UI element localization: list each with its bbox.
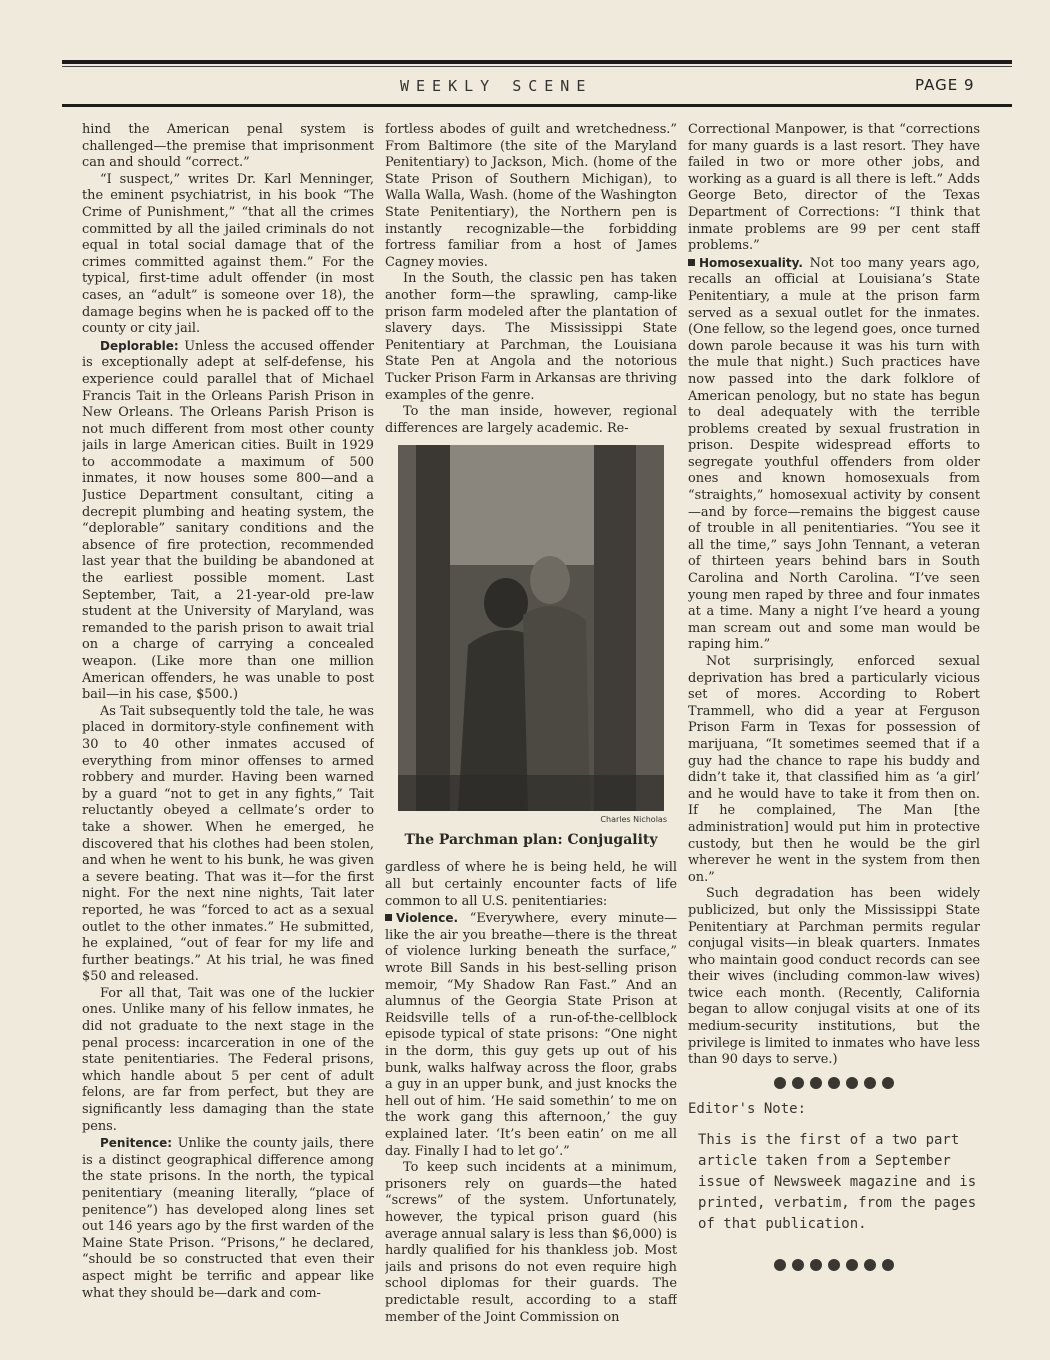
paragraph-text: For all that, Tait was one of the luckier ones. Unlike many of his fellow inmates, he did not graduate to the next stage in the penal process: incarceration in one of the state penitentiaries. The Federal prisons, which handle about 5 per cent of adult felons, are far from perfect, but they are significantly less damaging than the state pens. (82, 985, 374, 1134)
editors-note-label: Editor's Note: (688, 1100, 807, 1117)
paragraph (688, 122, 980, 255)
paragraph (385, 271, 677, 404)
paragraph (385, 860, 677, 910)
paragraph (385, 404, 677, 437)
header-rule-thin (62, 66, 1012, 67)
paragraph-text: gardless of where he is being held, he will all but certainly encounter facts of life common to all U.S. penitentiaries: (385, 860, 677, 909)
section-heading: Deplorable: (100, 338, 179, 353)
column-2-bottom (385, 860, 677, 1326)
paragraph (688, 654, 980, 886)
paragraph (688, 886, 980, 1069)
paragraph-text: To the man inside, however, regional differences are largely academic. Re- (385, 404, 677, 436)
paragraph (82, 1135, 374, 1302)
section-heading: Penitence: (100, 1136, 173, 1151)
paragraph-text: hind the American penal system is challenged—the premise that imprisonment can and should “correct.” (82, 122, 374, 171)
column-2-top (385, 122, 677, 437)
paragraph-text: Not surprisingly, enforced sexual deprivation has bred a particularly vicious set of mores. According to Robert Trammell, who did a year at Ferguson Prison Farm in Texas for possession of marijuana, “It sometimes seemed that if a guy had the chance to rape his buddy and didn’t take it, that classified him as ‘a girl’ and he would have to take it from then on. If he complained, The Man [the administration] would put him in protective custody, but then he would be the girl wherever he went in the system from then on.” (688, 654, 980, 885)
paragraph (82, 986, 374, 1135)
paragraph-text: Not too many years ago, recalls an official at Louisiana’s State Penitentiary, a mule at the prison farm served as a sexual outlet for the inmates. (One fellow, so the legend goes, once turned down parole because it was his turn with the mule that night.) Such practices have now passed into the dark folklore of American penology, but no state has begun to deal adequately with the terrible problems created by sexual frustration in prison. Despite widespread efforts to segregate youthful offenders from older ones and known homosexuals from “straights,” homosexual activity by consent—and by force—remains the biggest cause of trouble in all penitentiaries. “You see it all the time,” says John Tennant, a veteran of thirteen years behind bars in South Carolina and North Carolina. “I’ve seen young men raped by three and four inmates at a time. Many a night I’ve heard a young man scream out and some man would be raping him.” (688, 255, 980, 653)
paragraph (82, 704, 374, 986)
paragraph (82, 338, 374, 704)
paragraph-text: As Tait subsequently told the tale, he was placed in dormitory-style confinement with 30 to 40 other inmates accused of everything from minor offenses to armed robbery and murder. Having been warned by a guard “not to get in any fights,” Tait reluctantly obeyed a cellmate’s order to take a shower. When he emerged, he discovered that his clothes had been stolen, and when he went to his bunk, he was given a severe beating. That was it—for the first night. For the next nine nights, Tait later reported, he was “forced to act as a sexual outlet to the other inmates.” He submitted, he explained, “out of fear for my life and further beatings.” At his trial, he was fined $50 and released. (82, 703, 374, 985)
section-heading: Violence. (396, 911, 459, 926)
paragraph-text: fortless abodes of guilt and wretchedness.” From Baltimore (the site of the Maryland Penitentiary) to Jackson, Mich. (home of the State Prison of Southern Michigan), to Walla Walla, Wash. (home of the Washington State Penitentiary), the Northern pen is instantly recognizable—the forbidding fortress familiar from a host of James Cagney movies. (385, 122, 677, 270)
bullet-square-icon (688, 259, 695, 266)
column-3-text (688, 122, 980, 1069)
paragraph (385, 122, 677, 271)
paragraph-text: Unless the accused offender is exceptionally adept at self-defense, his experience could parallel that of Michael Francis Tait in the Orleans Parish Prison in New Orleans. The Orleans Parish Prison is not much different from most other county jails in large American cities. Built in 1929 to accommodate a maximum of 500 inmates, it now houses some 800—and a Justice Department consultant, citing a decrepit plumbing and heating system, the “deplorable” sanitary conditions and the absence of fire protection, recommended last year that the building be abandoned at the earliest possible moment. Last September, Tait, a 21-year-old pre-law student at the University of Maryland, was remanded to the parish prison to await trial on a charge of carrying a concealed weapon. (Like more than one million American offenders, he was unable to post bail—in his case, $500.) (82, 338, 374, 703)
paragraph-text: Unlike the county jails, there is a distinct geographical difference among the state prisons. In the north, the typical penitentiary (meaning literally, “place of penitence”) has developed along lines set out 146 years ago by the first warden of the Maine State Prison. “Prisons,” he declared, “should be so constructed that even their aspect might be terrific and appear like what they should be—dark and com- (82, 1136, 374, 1301)
paragraph-text: Correctional Manpower, is that “corrections for many guards is a last resort. They have failed in two or more other jobs, and working as a guard is all there is left.” Adds George Beto, director of the Texas Department of Corrections: “I think that inmate problems are 99 per cent staff problems.” (688, 122, 980, 254)
column-3 (688, 122, 980, 1352)
paragraph-text: In the South, the classic pen has taken another form—the sprawling, camp-like prison farm modeled after the plantation of slavery days. The Mississippi State Penitentiary at Parchman, the Louisiana State Pen at Angola and the notorious Tucker Prison Farm in Arkansas are thriving examples of the genre. (385, 271, 677, 403)
paragraph-text: “I suspect,” writes Dr. Karl Menninger, the eminent psychiatrist, in his book “The Crime of Punishment,” “that all the crimes committed by all the jailed criminals do not equal in total social damage that of the crimes committed against them.” For the typical, first-time adult offender (in most cases, an “adult” is someone over 18), the damage begins when he is packed off to the county or city jail. (82, 171, 374, 337)
paragraph-text: Such degradation has been widely publicized, but only the Mississippi State Penitentiary at Parchman permits regular conjugal visits—in bleak quarters. Inmates who maintain good conduct records can see their wives (including common-law wives) twice each month. (Recently, California began to allow conjugal visits at one of its medium-security institutions, but the privilege is limited to inmates who have less than 90 days to serve.) (688, 886, 980, 1068)
photo-image (398, 445, 664, 811)
photo-caption: The Parchman plan: Conjugality (404, 831, 658, 848)
editors-note (688, 1099, 980, 1235)
masthead: WEEKLY SCENE (400, 77, 593, 95)
paragraph (82, 122, 374, 172)
header-rule-bottom (62, 104, 1012, 107)
paragraph (385, 1160, 677, 1326)
paragraph (82, 172, 374, 338)
header-rule-top (62, 60, 1012, 64)
bullet-square-icon (385, 914, 392, 921)
section-heading: Homosexuality. (699, 255, 803, 270)
photo-credit: Charles Nicholas (600, 815, 667, 825)
photo-parchman (398, 445, 664, 811)
column-1 (82, 122, 374, 1352)
editors-note-body: This is the first of a two part article taken from a September issue of Newsweek magazine and is printed, verbatim, from the pages of that publication. (698, 1131, 977, 1232)
paragraph (688, 255, 980, 654)
page-number: PAGE 9 (915, 76, 975, 94)
column-2 (385, 122, 677, 1352)
divider-dots-bottom (688, 1259, 980, 1271)
divider-dots-top (688, 1077, 980, 1089)
paragraph (385, 910, 677, 1160)
paragraph-text: “Everywhere, every minute—like the air you breathe—there is the threat of violence lurking beneath the surface,” wrote Bill Sands in his best-selling prison memoir, “My Shadow Ran Fast.” And an alumnus of the Georgia State Prison at Reidsville tells of a run-of-the-cellblock episode typical of state prisons: “One night in the dorm, this guy gets up out of his bunk, walks halfway across the floor, grabs a guy in an upper bunk, and just knocks the hell out of him. ‘He said somethin’ to me on the work gang this afternoon,’ the guy explained later. ‘It’s been eatin’ on me all day. Finally I had to let go’.” (385, 911, 677, 1159)
paragraph-text: To keep such incidents at a minimum, prisoners rely on guards—the hated “screws” of the system. Unfortunately, however, the typical prison guard (his average annual salary is less than $6,000) is hardly qualified for his thankless job. Most jails and prisons do not even require high school diplomas for their guards. The predictable result, according to a staff member of the Joint Commission on (385, 1160, 677, 1325)
